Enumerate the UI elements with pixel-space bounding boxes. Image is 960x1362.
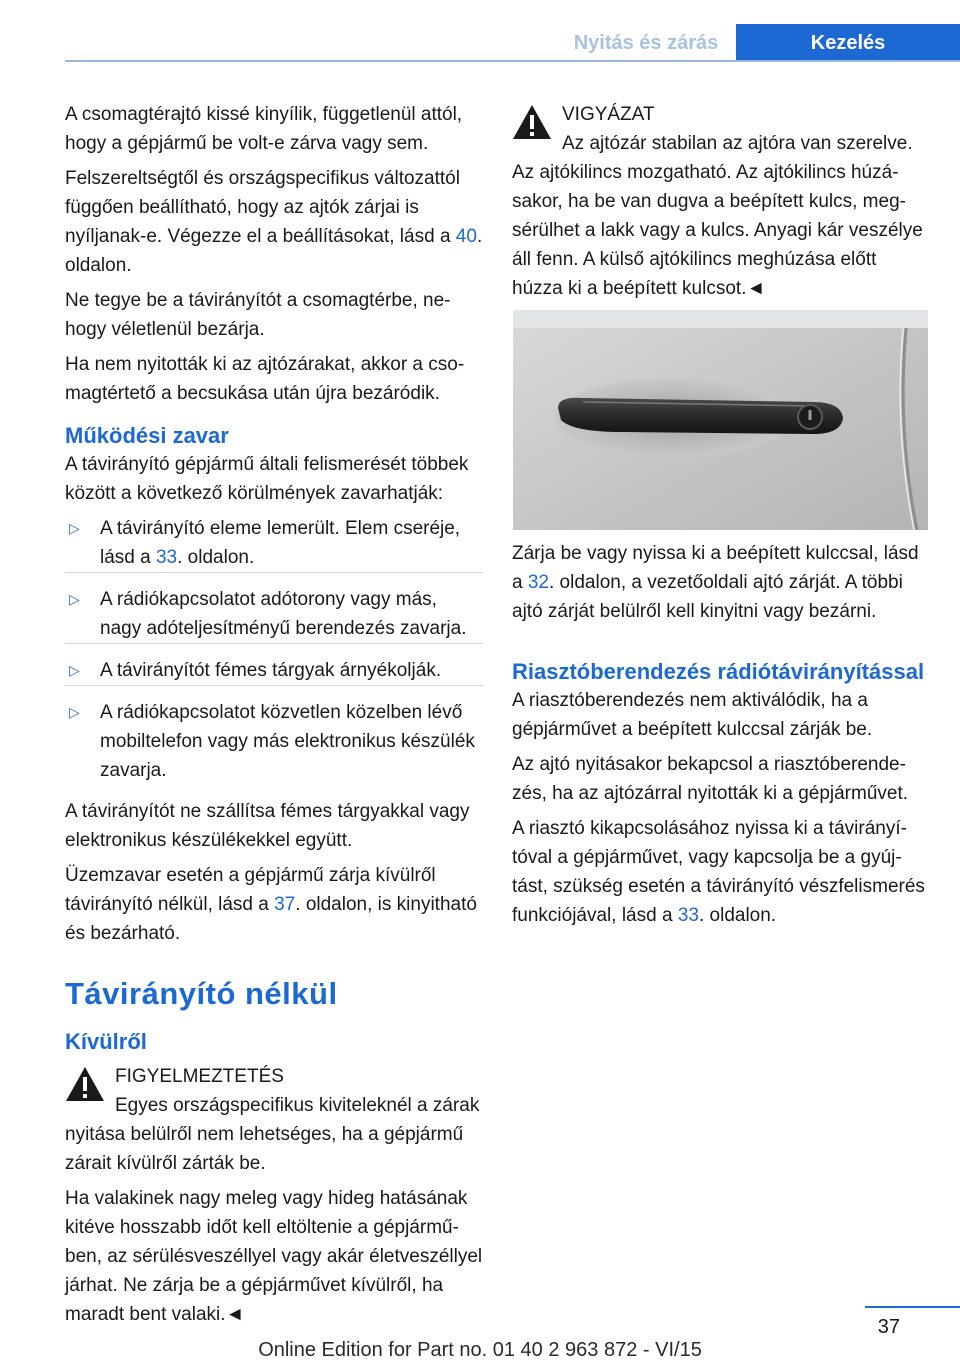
heading-malfunction: Működési zavar (65, 423, 229, 448)
door-handle-photo (513, 310, 928, 530)
warning-title: FIGYELMEZTETÉS (115, 1066, 284, 1087)
paragraph: A távirányítót ne szállítsa fémes tárgyakkal vagy elektronikus készülékekkel együtt. (65, 801, 470, 851)
page-link[interactable]: 32 (527, 572, 549, 593)
page-link[interactable]: 33 (677, 905, 699, 926)
warning-box (65, 1062, 483, 1178)
paragraph: Ha valakinek nagy meleg vagy hideg hatásának kitéve hosszabb időt kell eltöltenie a gépjárműben, az sérülésveszéllyel vagy akár életveszéllyel járhat. Ne zárja be a gépjárművet kívülről, ha maradt bent valaki.◄ (65, 1188, 483, 1325)
paragraph: A riasztó kikapcsolásához nyissa ki a távirányítóval a gépjárművet, vagy kapcsolja be a gyújtást, szükség esetén a távirányító vészfelismerés funkciójával, lásd a 33. oldalon. (512, 818, 925, 926)
header-section-title: Nyitás és zárás (573, 32, 719, 54)
right-column (512, 100, 928, 303)
warning-text: Egyes országspecifikus kiviteleknél a zárak nyitása belülről nem lehetséges, ha a gépjármű zárait kívülről zárták be. (65, 1095, 480, 1174)
caution-title: VIGYÁZAT (562, 104, 655, 125)
warning-icon (512, 104, 552, 140)
paragraph: Felszereltségtől és országspecifikus változattól függően beállítható, hogy az ajtók zárjai is nyíljanak-e. Végezze el a beállításokat, lásd a 40. oldalon. (65, 168, 483, 276)
left-column (65, 100, 483, 1335)
paragraph: A távirányító gépjármű általi felismerését többek között a következő körülmények zavarhatják: (65, 454, 469, 504)
list-item: ▷ A távirányítót fémes tárgyak árnyékolják. (65, 656, 483, 686)
triangle-bullet-icon: ▷ (69, 704, 80, 720)
right-column-lower (512, 539, 928, 936)
list-item: ▷ A rádiókapcsolatot közvetlen közelben lévő mobiltelefon vagy más elektronikus készülék zavarja. (65, 698, 483, 785)
heading-without-remote: Távirányító nélkül (65, 976, 338, 1011)
page-link[interactable]: 37 (274, 894, 296, 915)
footer-rule (865, 1306, 960, 1308)
paragraph: Ne tegye be a távirányítót a csomagtérbe, nehogy véletlenül bezárja. (65, 290, 451, 340)
list-item: ▷ A távirányító eleme lemerült. Elem cseréje, lásd a 33. oldalon. (65, 514, 483, 573)
header-chapter-tab: Kezelés (736, 24, 960, 62)
paragraph: A csomagtérajtó kissé kinyílik, függetlenül attól, hogy a gépjármű be volt-e zárva vagy sem. (65, 104, 463, 154)
triangle-bullet-icon: ▷ (69, 591, 80, 607)
paragraph: Az ajtó nyitásakor bekapcsol a riasztóberendezés, ha az ajtózárral nyitották ki a gépjárművet. (512, 754, 909, 804)
bullet-list (65, 514, 483, 785)
warning-icon (65, 1066, 105, 1102)
header-rule (65, 60, 960, 62)
paragraph: Üzemzavar esetén a gépjármű zárja kívülről távirányító nélkül, lásd a 37. oldalon, is kinyitható és bezárható. (65, 865, 477, 944)
edition-note: Online Edition for Part no. 01 40 2 963 872 - VI/15 (258, 1339, 702, 1361)
paragraph: Ha nem nyitották ki az ajtózárakat, akkor a csomagtértető a becsukása után újra bezáródik. (65, 354, 465, 404)
page-link[interactable]: 40 (455, 226, 477, 247)
triangle-bullet-icon: ▷ (69, 520, 80, 536)
heading-alarm: Riasztóberendezés rádiótávirányítással (512, 659, 925, 684)
triangle-bullet-icon: ▷ (69, 662, 80, 678)
list-item: ▷ A rádiókapcsolatot adótorony vagy más, nagy adóteljesítményű berendezés zavarja. (65, 585, 483, 644)
paragraph: Zárja be vagy nyissa ki a beépített kulccsal, lásd a 32. oldalon, a vezetőoldali ajtó zárját. A többi ajtó zárját belülről kell kinyitni vagy bezárni. (512, 543, 919, 622)
page-number: 37 (877, 1316, 900, 1338)
paragraph: A riasztóberendezés nem aktiválódik, ha a gépjárművet a beépített kulccsal zárják be. (512, 690, 873, 740)
heading-outside: Kívülről (65, 1029, 147, 1054)
caution-text: Az ajtózár stabilan az ajtóra van szerelve. Az ajtókilincs mozgatható. Az ajtókilincs húzásakor, ha be van dugva a beépített kulcs, megsérülhet a lakk vagy a kulcs. Anyagi kár veszélye áll fenn. A külső ajtókilincs meghúzása előtt húzza ki a beépített kulcsot.◄ (512, 133, 923, 299)
page-link[interactable]: 33 (155, 547, 178, 568)
caution-box (512, 100, 928, 303)
